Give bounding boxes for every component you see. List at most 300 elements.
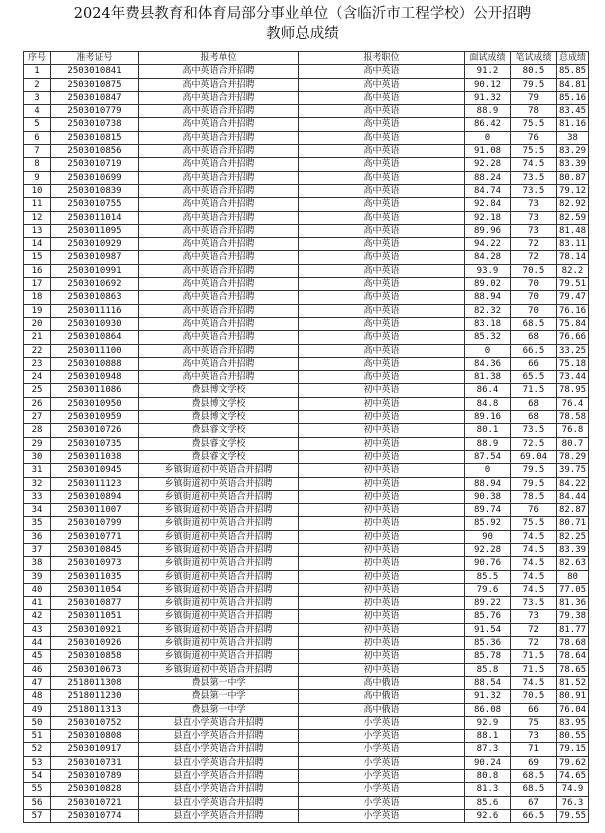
cell-total-score: 75.18 bbox=[557, 357, 589, 370]
cell-total-score: 79.38 bbox=[557, 610, 589, 623]
cell-unit: 乡镇街道初中英语合并招聘 bbox=[139, 543, 299, 556]
cell-exam-id: 2503010673 bbox=[51, 663, 139, 676]
cell-written-score: 68 bbox=[511, 331, 557, 344]
cell-unit: 高中英语合并招聘 bbox=[139, 291, 299, 304]
cell-interview-score: 91.32 bbox=[465, 690, 511, 703]
cell-interview-score: 81.38 bbox=[465, 371, 511, 384]
cell-written-score: 66 bbox=[511, 703, 557, 716]
cell-unit: 高中英语合并招聘 bbox=[139, 331, 299, 344]
table-row bbox=[24, 131, 589, 144]
cell-position: 初中英语 bbox=[299, 530, 465, 543]
cell-unit: 费县博文学校 bbox=[139, 397, 299, 410]
cell-written-score: 69 bbox=[511, 756, 557, 769]
cell-interview-score: 81.3 bbox=[465, 783, 511, 796]
table-row bbox=[24, 610, 589, 623]
cell-position: 初中英语 bbox=[299, 570, 465, 583]
cell-exam-id: 2503010973 bbox=[51, 557, 139, 570]
table-row bbox=[24, 783, 589, 796]
cell-exam-id: 2503010808 bbox=[51, 730, 139, 743]
cell-exam-id: 2503010841 bbox=[51, 65, 139, 78]
cell-index: 28 bbox=[24, 424, 51, 437]
cell-index: 32 bbox=[24, 477, 51, 490]
cell-index: 52 bbox=[24, 743, 51, 756]
cell-index: 26 bbox=[24, 397, 51, 410]
cell-written-score: 70.5 bbox=[511, 264, 557, 277]
cell-unit: 乡镇街道初中英语合并招聘 bbox=[139, 570, 299, 583]
cell-unit: 乡镇街道初中英语合并招聘 bbox=[139, 650, 299, 663]
cell-total-score: 83.45 bbox=[557, 105, 589, 118]
cell-index: 53 bbox=[24, 756, 51, 769]
table-row bbox=[24, 557, 589, 570]
cell-position: 初中英语 bbox=[299, 557, 465, 570]
cell-interview-score: 85.6 bbox=[465, 796, 511, 809]
cell-position: 高中英语 bbox=[299, 158, 465, 171]
table-row bbox=[24, 504, 589, 517]
cell-total-score: 81.52 bbox=[557, 676, 589, 689]
cell-interview-score: 86.42 bbox=[465, 118, 511, 131]
cell-interview-score: 85.8 bbox=[465, 663, 511, 676]
cell-written-score: 74.5 bbox=[511, 557, 557, 570]
cell-total-score: 74.9 bbox=[557, 783, 589, 796]
cell-index: 45 bbox=[24, 650, 51, 663]
cell-position: 初中英语 bbox=[299, 504, 465, 517]
cell-total-score: 82.92 bbox=[557, 198, 589, 211]
cell-unit: 高中英语合并招聘 bbox=[139, 105, 299, 118]
cell-total-score: 83.39 bbox=[557, 158, 589, 171]
cell-written-score: 76 bbox=[511, 131, 557, 144]
cell-index: 20 bbox=[24, 317, 51, 330]
cell-interview-score: 92.84 bbox=[465, 198, 511, 211]
table-row bbox=[24, 278, 589, 291]
table-row bbox=[24, 224, 589, 237]
table-row bbox=[24, 397, 589, 410]
cell-unit: 费县睿文学校 bbox=[139, 450, 299, 463]
cell-total-score: 80.55 bbox=[557, 730, 589, 743]
cell-exam-id: 2503010774 bbox=[51, 809, 139, 822]
table-row bbox=[24, 517, 589, 530]
cell-position: 初中英语 bbox=[299, 384, 465, 397]
table-row bbox=[24, 91, 589, 104]
cell-interview-score: 88.9 bbox=[465, 105, 511, 118]
header-exam-id: 准考证号 bbox=[51, 52, 139, 65]
cell-interview-score: 86.08 bbox=[465, 703, 511, 716]
cell-written-score: 72 bbox=[511, 251, 557, 264]
cell-unit: 费县睿文学校 bbox=[139, 424, 299, 437]
cell-exam-id: 2503011038 bbox=[51, 450, 139, 463]
cell-exam-id: 2503010864 bbox=[51, 331, 139, 344]
cell-written-score: 78.5 bbox=[511, 490, 557, 503]
cell-exam-id: 2503010847 bbox=[51, 91, 139, 104]
cell-interview-score: 87.54 bbox=[465, 450, 511, 463]
header-unit: 报考单位 bbox=[139, 52, 299, 65]
cell-unit: 乡镇街道初中英语合并招聘 bbox=[139, 623, 299, 636]
cell-interview-score: 84.74 bbox=[465, 184, 511, 197]
cell-index: 38 bbox=[24, 557, 51, 570]
cell-interview-score: 90.38 bbox=[465, 490, 511, 503]
cell-position: 高中英语 bbox=[299, 91, 465, 104]
cell-interview-score: 89.96 bbox=[465, 224, 511, 237]
cell-exam-id: 2503011035 bbox=[51, 570, 139, 583]
cell-exam-id: 2503010828 bbox=[51, 783, 139, 796]
cell-total-score: 82.59 bbox=[557, 211, 589, 224]
cell-exam-id: 2503010875 bbox=[51, 78, 139, 91]
table-row bbox=[24, 184, 589, 197]
table-row bbox=[24, 637, 589, 650]
cell-total-score: 79.15 bbox=[557, 743, 589, 756]
cell-exam-id: 2503010845 bbox=[51, 543, 139, 556]
cell-index: 34 bbox=[24, 504, 51, 517]
cell-position: 高中英语 bbox=[299, 184, 465, 197]
cell-written-score: 71 bbox=[511, 743, 557, 756]
cell-position: 初中英语 bbox=[299, 543, 465, 556]
cell-exam-id: 2503010930 bbox=[51, 317, 139, 330]
cell-index: 8 bbox=[24, 158, 51, 171]
cell-written-score: 75.5 bbox=[511, 145, 557, 158]
header-interview-score: 面试成绩 bbox=[465, 52, 511, 65]
cell-index: 18 bbox=[24, 291, 51, 304]
cell-exam-id: 2503010771 bbox=[51, 530, 139, 543]
cell-index: 1 bbox=[24, 65, 51, 78]
table-row bbox=[24, 238, 589, 251]
cell-index: 27 bbox=[24, 411, 51, 424]
cell-position: 小学英语 bbox=[299, 743, 465, 756]
cell-interview-score: 93.9 bbox=[465, 264, 511, 277]
cell-index: 9 bbox=[24, 171, 51, 184]
cell-interview-score: 91.32 bbox=[465, 91, 511, 104]
cell-total-score: 83.95 bbox=[557, 716, 589, 729]
cell-interview-score: 79.6 bbox=[465, 583, 511, 596]
cell-index: 49 bbox=[24, 703, 51, 716]
cell-exam-id: 2503010991 bbox=[51, 264, 139, 277]
cell-position: 高中俄语 bbox=[299, 676, 465, 689]
table-row bbox=[24, 450, 589, 463]
cell-unit: 高中英语合并招聘 bbox=[139, 78, 299, 91]
cell-total-score: 81.77 bbox=[557, 623, 589, 636]
cell-unit: 高中英语合并招聘 bbox=[139, 357, 299, 370]
cell-position: 初中英语 bbox=[299, 437, 465, 450]
cell-exam-id: 2503010888 bbox=[51, 357, 139, 370]
header-index: 序号 bbox=[24, 52, 51, 65]
cell-unit: 乡镇街道初中英语合并招聘 bbox=[139, 504, 299, 517]
cell-position: 高中英语 bbox=[299, 224, 465, 237]
cell-exam-id: 2503010738 bbox=[51, 118, 139, 131]
cell-exam-id: 2518011308 bbox=[51, 676, 139, 689]
cell-unit: 高中英语合并招聘 bbox=[139, 278, 299, 291]
cell-interview-score: 86.4 bbox=[465, 384, 511, 397]
table-row bbox=[24, 703, 589, 716]
cell-total-score: 38 bbox=[557, 131, 589, 144]
table-row bbox=[24, 756, 589, 769]
cell-written-score: 68.5 bbox=[511, 770, 557, 783]
table-row bbox=[24, 384, 589, 397]
cell-total-score: 78.14 bbox=[557, 251, 589, 264]
cell-total-score: 82.87 bbox=[557, 504, 589, 517]
cell-position: 高中俄语 bbox=[299, 690, 465, 703]
cell-index: 7 bbox=[24, 145, 51, 158]
cell-exam-id: 2503010815 bbox=[51, 131, 139, 144]
cell-position: 初中英语 bbox=[299, 397, 465, 410]
cell-written-score: 66 bbox=[511, 357, 557, 370]
cell-position: 高中英语 bbox=[299, 145, 465, 158]
cell-index: 4 bbox=[24, 105, 51, 118]
cell-exam-id: 2503010692 bbox=[51, 278, 139, 291]
cell-interview-score: 89.16 bbox=[465, 411, 511, 424]
cell-unit: 高中英语合并招聘 bbox=[139, 211, 299, 224]
cell-interview-score: 82.32 bbox=[465, 304, 511, 317]
cell-interview-score: 88.1 bbox=[465, 730, 511, 743]
cell-interview-score: 89.22 bbox=[465, 597, 511, 610]
cell-interview-score: 94.22 bbox=[465, 238, 511, 251]
cell-position: 高中英语 bbox=[299, 264, 465, 277]
cell-interview-score: 88.94 bbox=[465, 291, 511, 304]
cell-exam-id: 2503011095 bbox=[51, 224, 139, 237]
cell-unit: 乡镇街道初中英语合并招聘 bbox=[139, 490, 299, 503]
cell-interview-score: 0 bbox=[465, 131, 511, 144]
cell-index: 14 bbox=[24, 238, 51, 251]
cell-index: 44 bbox=[24, 637, 51, 650]
table-row bbox=[24, 331, 589, 344]
cell-position: 初中英语 bbox=[299, 650, 465, 663]
cell-position: 初中英语 bbox=[299, 517, 465, 530]
table-row bbox=[24, 730, 589, 743]
table-row bbox=[24, 743, 589, 756]
cell-interview-score: 92.6 bbox=[465, 809, 511, 822]
cell-total-score: 80.87 bbox=[557, 171, 589, 184]
cell-index: 19 bbox=[24, 304, 51, 317]
cell-interview-score: 90.76 bbox=[465, 557, 511, 570]
cell-position: 高中英语 bbox=[299, 131, 465, 144]
cell-unit: 县直小学英语合并招聘 bbox=[139, 809, 299, 822]
cell-written-score: 67 bbox=[511, 796, 557, 809]
cell-index: 11 bbox=[24, 198, 51, 211]
cell-index: 43 bbox=[24, 623, 51, 636]
cell-total-score: 83.39 bbox=[557, 543, 589, 556]
table-row bbox=[24, 145, 589, 158]
cell-written-score: 70 bbox=[511, 291, 557, 304]
cell-unit: 高中英语合并招聘 bbox=[139, 198, 299, 211]
cell-unit: 高中英语合并招聘 bbox=[139, 158, 299, 171]
cell-total-score: 74.65 bbox=[557, 770, 589, 783]
cell-total-score: 83.11 bbox=[557, 238, 589, 251]
cell-interview-score: 85.36 bbox=[465, 637, 511, 650]
cell-total-score: 76.8 bbox=[557, 424, 589, 437]
table-row bbox=[24, 477, 589, 490]
cell-interview-score: 90 bbox=[465, 530, 511, 543]
cell-position: 初中英语 bbox=[299, 490, 465, 503]
cell-unit: 高中英语合并招聘 bbox=[139, 317, 299, 330]
cell-written-score: 75.5 bbox=[511, 118, 557, 131]
cell-interview-score: 83.18 bbox=[465, 317, 511, 330]
cell-exam-id: 2503011100 bbox=[51, 344, 139, 357]
cell-exam-id: 2503010877 bbox=[51, 597, 139, 610]
page-subtitle: 教师总成绩 bbox=[266, 26, 339, 42]
cell-written-score: 73.5 bbox=[511, 597, 557, 610]
cell-position: 初中英语 bbox=[299, 477, 465, 490]
cell-written-score: 75.5 bbox=[511, 517, 557, 530]
cell-total-score: 80.7 bbox=[557, 437, 589, 450]
cell-unit: 高中英语合并招聘 bbox=[139, 131, 299, 144]
cell-exam-id: 2503010921 bbox=[51, 623, 139, 636]
cell-total-score: 76.3 bbox=[557, 796, 589, 809]
cell-position: 初中英语 bbox=[299, 597, 465, 610]
cell-total-score: 80.91 bbox=[557, 690, 589, 703]
cell-written-score: 79.5 bbox=[511, 477, 557, 490]
cell-unit: 高中英语合并招聘 bbox=[139, 118, 299, 131]
cell-unit: 高中英语合并招聘 bbox=[139, 171, 299, 184]
table-row bbox=[24, 105, 589, 118]
cell-total-score: 76.04 bbox=[557, 703, 589, 716]
cell-unit: 县直小学英语合并招聘 bbox=[139, 770, 299, 783]
cell-total-score: 84.22 bbox=[557, 477, 589, 490]
cell-exam-id: 2503010755 bbox=[51, 198, 139, 211]
header-total-score: 总成绩 bbox=[557, 52, 589, 65]
table-row bbox=[24, 437, 589, 450]
cell-exam-id: 2503010945 bbox=[51, 464, 139, 477]
cell-unit: 费县睿文学校 bbox=[139, 437, 299, 450]
cell-exam-id: 2503010699 bbox=[51, 171, 139, 184]
cell-interview-score: 0 bbox=[465, 344, 511, 357]
cell-index: 24 bbox=[24, 371, 51, 384]
cell-index: 35 bbox=[24, 517, 51, 530]
cell-position: 高中英语 bbox=[299, 118, 465, 131]
cell-index: 39 bbox=[24, 570, 51, 583]
cell-exam-id: 2503010987 bbox=[51, 251, 139, 264]
cell-position: 高中英语 bbox=[299, 278, 465, 291]
cell-index: 46 bbox=[24, 663, 51, 676]
cell-exam-id: 2503011116 bbox=[51, 304, 139, 317]
cell-total-score: 77.05 bbox=[557, 583, 589, 596]
table-row bbox=[24, 543, 589, 556]
cell-exam-id: 2503011014 bbox=[51, 211, 139, 224]
cell-unit: 乡镇街道初中英语合并招聘 bbox=[139, 610, 299, 623]
results-table bbox=[23, 51, 589, 823]
cell-position: 高中英语 bbox=[299, 344, 465, 357]
table-row bbox=[24, 464, 589, 477]
table-row bbox=[24, 291, 589, 304]
cell-written-score: 73 bbox=[511, 211, 557, 224]
cell-index: 31 bbox=[24, 464, 51, 477]
cell-exam-id: 2503010752 bbox=[51, 716, 139, 729]
cell-interview-score: 84.36 bbox=[465, 357, 511, 370]
cell-unit: 高中英语合并招聘 bbox=[139, 344, 299, 357]
cell-total-score: 79.12 bbox=[557, 184, 589, 197]
cell-unit: 高中英语合并招聘 bbox=[139, 145, 299, 158]
cell-interview-score: 91.08 bbox=[465, 145, 511, 158]
cell-unit: 乡镇街道初中英语合并招聘 bbox=[139, 663, 299, 676]
cell-written-score: 75 bbox=[511, 716, 557, 729]
cell-index: 22 bbox=[24, 344, 51, 357]
cell-exam-id: 2503010856 bbox=[51, 145, 139, 158]
cell-exam-id: 2518011313 bbox=[51, 703, 139, 716]
table-row bbox=[24, 211, 589, 224]
table-row bbox=[24, 809, 589, 822]
cell-index: 2 bbox=[24, 78, 51, 91]
cell-interview-score: 85.5 bbox=[465, 570, 511, 583]
cell-written-score: 73 bbox=[511, 224, 557, 237]
cell-interview-score: 85.32 bbox=[465, 331, 511, 344]
cell-index: 3 bbox=[24, 91, 51, 104]
cell-written-score: 76 bbox=[511, 504, 557, 517]
cell-position: 高中英语 bbox=[299, 211, 465, 224]
cell-written-score: 72 bbox=[511, 623, 557, 636]
cell-index: 30 bbox=[24, 450, 51, 463]
cell-position: 初中英语 bbox=[299, 450, 465, 463]
cell-unit: 高中英语合并招聘 bbox=[139, 264, 299, 277]
table-row bbox=[24, 251, 589, 264]
table-row bbox=[24, 411, 589, 424]
table-row bbox=[24, 796, 589, 809]
cell-interview-score: 84.8 bbox=[465, 397, 511, 410]
cell-position: 初中英语 bbox=[299, 411, 465, 424]
cell-unit: 县直小学英语合并招聘 bbox=[139, 783, 299, 796]
cell-exam-id: 2503011051 bbox=[51, 610, 139, 623]
table-row bbox=[24, 663, 589, 676]
cell-index: 50 bbox=[24, 716, 51, 729]
cell-total-score: 39.75 bbox=[557, 464, 589, 477]
cell-written-score: 68 bbox=[511, 397, 557, 410]
cell-total-score: 78.65 bbox=[557, 663, 589, 676]
cell-total-score: 81.16 bbox=[557, 118, 589, 131]
table-row bbox=[24, 158, 589, 171]
table-row bbox=[24, 317, 589, 330]
table-row bbox=[24, 424, 589, 437]
cell-unit: 费县博文学校 bbox=[139, 411, 299, 424]
page-title: 2024年费县教育和体育局部分事业单位（含临沂市工程学校）公开招聘 bbox=[73, 6, 532, 22]
cell-exam-id: 2503010858 bbox=[51, 650, 139, 663]
cell-total-score: 84.81 bbox=[557, 78, 589, 91]
cell-written-score: 79.5 bbox=[511, 78, 557, 91]
cell-unit: 乡镇街道初中英语合并招聘 bbox=[139, 583, 299, 596]
cell-index: 17 bbox=[24, 278, 51, 291]
cell-position: 高中英语 bbox=[299, 105, 465, 118]
cell-unit: 县直小学英语合并招聘 bbox=[139, 730, 299, 743]
cell-interview-score: 85.92 bbox=[465, 517, 511, 530]
cell-unit: 乡镇街道初中英语合并招聘 bbox=[139, 637, 299, 650]
cell-written-score: 74.5 bbox=[511, 583, 557, 596]
cell-total-score: 79.47 bbox=[557, 291, 589, 304]
table-row bbox=[24, 716, 589, 729]
cell-position: 初中英语 bbox=[299, 424, 465, 437]
cell-position: 小学英语 bbox=[299, 783, 465, 796]
cell-position: 高中英语 bbox=[299, 291, 465, 304]
table-row bbox=[24, 597, 589, 610]
cell-written-score: 74.5 bbox=[511, 676, 557, 689]
cell-position: 小学英语 bbox=[299, 716, 465, 729]
cell-interview-score: 88.9 bbox=[465, 437, 511, 450]
cell-position: 高中英语 bbox=[299, 171, 465, 184]
cell-written-score: 73.5 bbox=[511, 424, 557, 437]
cell-unit: 乡镇街道初中英语合并招聘 bbox=[139, 530, 299, 543]
cell-written-score: 70.5 bbox=[511, 690, 557, 703]
table-row bbox=[24, 171, 589, 184]
cell-position: 初中英语 bbox=[299, 583, 465, 596]
cell-written-score: 72 bbox=[511, 238, 557, 251]
cell-position: 初中英语 bbox=[299, 464, 465, 477]
cell-unit: 高中英语合并招聘 bbox=[139, 371, 299, 384]
cell-total-score: 78.68 bbox=[557, 637, 589, 650]
cell-total-score: 85.16 bbox=[557, 91, 589, 104]
cell-interview-score: 92.28 bbox=[465, 158, 511, 171]
cell-unit: 高中英语合并招聘 bbox=[139, 251, 299, 264]
cell-unit: 高中英语合并招聘 bbox=[139, 65, 299, 78]
cell-index: 41 bbox=[24, 597, 51, 610]
table-row bbox=[24, 650, 589, 663]
cell-unit: 县直小学英语合并招聘 bbox=[139, 796, 299, 809]
cell-total-score: 84.44 bbox=[557, 490, 589, 503]
table-row bbox=[24, 570, 589, 583]
header-written-score: 笔试成绩 bbox=[511, 52, 557, 65]
cell-interview-score: 85.78 bbox=[465, 650, 511, 663]
